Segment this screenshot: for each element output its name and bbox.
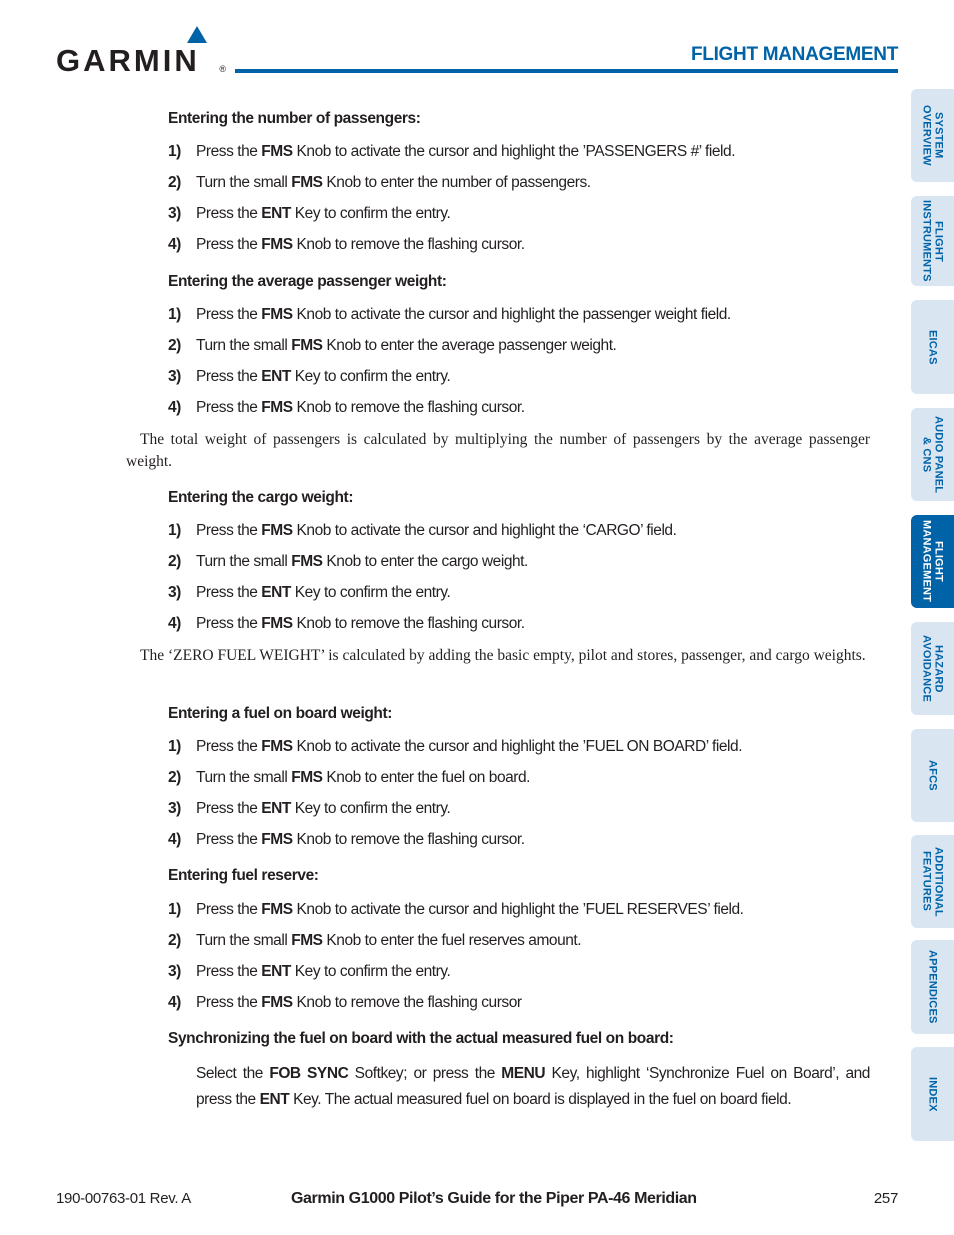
tab-flight-instruments[interactable]: FLIGHT INSTRUMENTS: [911, 196, 954, 286]
tab-eicas[interactable]: EICAS: [911, 300, 954, 394]
section-title: FLIGHT MANAGEMENT: [690, 44, 898, 65]
procedure-heading: Entering fuel reserve:: [168, 867, 319, 884]
procedure-step: 3) Press the ENT Key to confirm the entry.: [168, 963, 451, 980]
procedure-step: 2) Turn the small FMS Knob to enter the cargo weight.: [168, 553, 528, 570]
document-title: Garmin G1000 Pilot’s Guide for the Piper PA-46 Meridian: [291, 1190, 697, 1207]
explanatory-paragraph: The total weight of passengers is calculated by multiplying the number of passengers by the average passenger weight.: [126, 431, 870, 470]
procedure-step: 3) Press the ENT Key to confirm the entry.: [168, 800, 451, 817]
procedure-step: 1) Press the FMS Knob to activate the cursor and highlight the ’FUEL RESERVES’ field.: [168, 901, 744, 918]
page-number: 257: [873, 1190, 898, 1207]
procedure-step: 1) Press the FMS Knob to activate the cursor and highlight the ’FUEL ON BOARD’ field.: [168, 738, 743, 755]
procedure-step: 4) Press the FMS Knob to remove the flashing cursor.: [168, 615, 525, 632]
tab-flight-management[interactable]: FLIGHT MANAGEMENT: [911, 515, 954, 608]
tab-appendices[interactable]: APPENDICES: [911, 940, 954, 1034]
procedure-step: 4) Press the FMS Knob to remove the flashing cursor.: [168, 831, 525, 848]
procedure-heading: Entering a fuel on board weight:: [168, 705, 393, 722]
tab-index[interactable]: INDEX: [911, 1047, 954, 1141]
procedure-step: 3) Press the ENT Key to confirm the entry.: [168, 368, 451, 385]
garmin-delta-icon: [187, 26, 207, 43]
procedure-step: 4) Press the FMS Knob to remove the flashing cursor.: [168, 399, 525, 416]
tab-hazard-avoidance[interactable]: HAZARD AVOIDANCE: [911, 622, 954, 715]
header-rule: [235, 69, 898, 73]
procedure-step: 2) Turn the small FMS Knob to enter the fuel on board.: [168, 769, 531, 786]
procedure-heading: Synchronizing the fuel on board with the actual measured fuel on board:: [168, 1030, 674, 1047]
procedure-step: 2) Turn the small FMS Knob to enter the number of passengers.: [168, 174, 591, 191]
procedure-heading: Entering the number of passengers:: [168, 110, 421, 127]
garmin-logo: [56, 26, 226, 78]
procedure-step: 4) Press the FMS Knob to remove the flashing cursor.: [168, 236, 525, 253]
procedure-step: 1) Press the FMS Knob to activate the cursor and highlight the ‘CARGO’ field.: [168, 522, 677, 539]
procedure-step: 4) Press the FMS Knob to remove the flashing cursor: [168, 994, 522, 1011]
procedure-step: 2) Turn the small FMS Knob to enter the average passenger weight.: [168, 337, 617, 354]
document-number: 190-00763-01 Rev. A: [56, 1190, 191, 1207]
procedure-heading: Entering the average passenger weight:: [168, 273, 447, 290]
procedure-step: 3) Press the ENT Key to confirm the entry.: [168, 205, 451, 222]
sync-instructions: Select the FOB SYNC Softkey; or press the MENU Key, highlight ‘Synchronize Fuel on Board’, and press the ENT Key. The actual measured fuel on board is displayed in the fuel on board field.: [196, 1065, 870, 1108]
procedure-heading: Entering the cargo weight:: [168, 489, 354, 506]
explanatory-paragraph: The ‘ZERO FUEL WEIGHT’ is calculated by adding the basic empty, pilot and stores, passenger, and cargo weights.: [140, 647, 866, 664]
procedure-step: 1) Press the FMS Knob to activate the cursor and highlight the ’PASSENGERS #’ field.: [168, 143, 736, 160]
tab-audio-panel-cns[interactable]: AUDIO PANEL & CNS: [911, 408, 954, 501]
procedure-step: 3) Press the ENT Key to confirm the entry.: [168, 584, 451, 601]
tab-additional-features[interactable]: ADDITIONAL FEATURES: [911, 835, 954, 928]
procedure-step: 2) Turn the small FMS Knob to enter the fuel reserves amount.: [168, 932, 582, 949]
tab-afcs[interactable]: AFCS: [911, 729, 954, 822]
tab-system-overview[interactable]: SYSTEM OVERVIEW: [911, 89, 954, 182]
procedure-step: 1) Press the FMS Knob to activate the cursor and highlight the passenger weight field.: [168, 306, 731, 323]
logo-wordmark: GARMIN: [56, 43, 200, 78]
registered-mark: ®: [219, 64, 226, 74]
